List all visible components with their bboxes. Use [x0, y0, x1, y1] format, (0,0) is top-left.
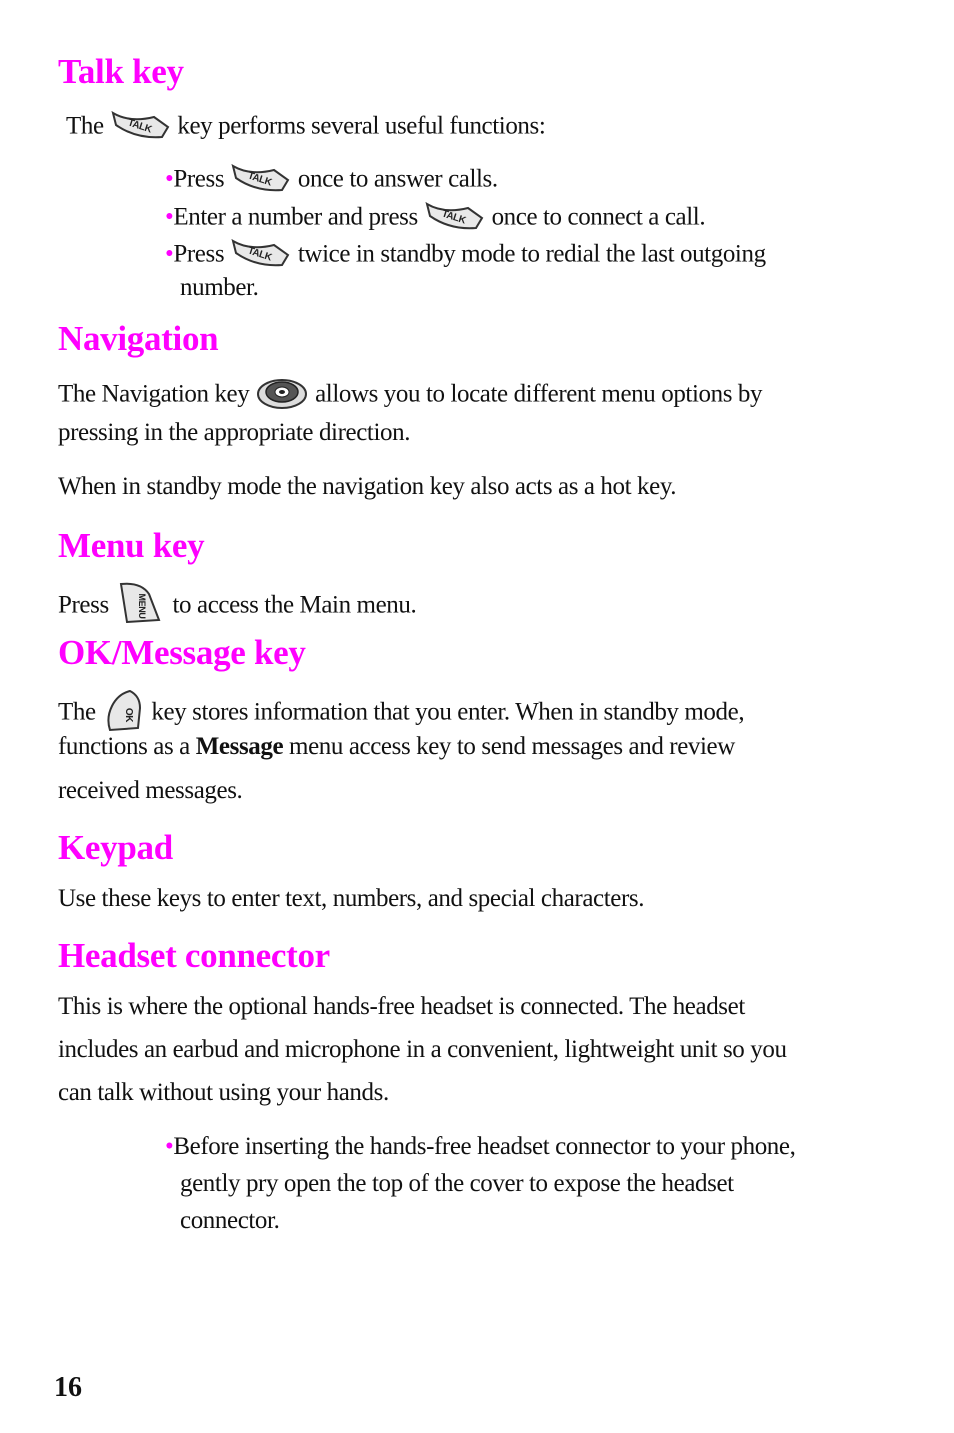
- navigation-line-3: When in standby mode the navigation key also acts as a hot key.: [58, 473, 677, 500]
- talk-bullet-2-pre: Enter a number and press: [173, 203, 418, 231]
- ok-line-2-pre: functions as a: [58, 733, 190, 760]
- navigation-line-2: pressing in the appropriate direction.: [58, 419, 411, 446]
- page-number: 16: [54, 1372, 82, 1403]
- talk-bullet-3-post: twice in standby mode to redial the last outgoing: [297, 240, 766, 268]
- talk-intro: [66, 107, 545, 149]
- talk-icon-label: TALK: [439, 208, 467, 227]
- ok-line-3: received messages.: [58, 777, 243, 804]
- navigation-line-1-pre: The Navigation key: [58, 380, 250, 408]
- navigation-line-1: [58, 374, 762, 418]
- heading-menu-key: Menu key: [58, 526, 205, 565]
- headset-line-3: can talk without using your hands.: [58, 1079, 389, 1106]
- headset-bullet-line-1: [165, 1132, 795, 1162]
- talk-bullet-3-pre: Press: [173, 240, 225, 268]
- ok-line-2: [58, 732, 735, 762]
- menu-line-1-pre: Press: [58, 591, 109, 619]
- talk-icon-label: TALK: [246, 170, 273, 189]
- bullet-icon: •: [165, 165, 174, 193]
- talk-bullet-3: [165, 235, 766, 277]
- bullet-icon: •: [165, 1133, 174, 1160]
- talk-key-icon: [230, 235, 292, 277]
- heading-keypad: Keypad: [58, 828, 173, 867]
- menu-line-1: [58, 580, 416, 634]
- ok-line-2-post: menu access key to send messages and review: [289, 733, 735, 760]
- ok-line-2-bold: Message: [195, 733, 284, 760]
- headset-line-2: includes an earbud and microphone in a convenient, lightweight unit so you: [58, 1036, 787, 1063]
- talk-bullet-2: [165, 198, 705, 240]
- heading-navigation: Navigation: [58, 319, 219, 358]
- headset-line-1: This is where the optional hands-free headset is connected. The headset: [58, 993, 745, 1020]
- talk-key-icon: [110, 107, 172, 149]
- talk-bullet-1-pre: Press: [173, 165, 225, 193]
- talk-intro-post: key performs several useful functions:: [177, 112, 546, 140]
- talk-bullet-2-post: once to connect a call.: [491, 203, 706, 231]
- menu-icon-label: MENU: [136, 593, 147, 619]
- headset-bullet-text: Before inserting the hands-free headset connector to your phone,: [173, 1133, 796, 1160]
- keypad-line-1: Use these keys to enter text, numbers, and special characters.: [58, 885, 645, 912]
- menu-key-icon: [115, 580, 167, 634]
- talk-key-icon: [230, 160, 292, 202]
- ok-line-1-post: key stores information that you enter. When in standby mode,: [151, 698, 745, 726]
- talk-bullet-1-post: once to answer calls.: [297, 165, 498, 193]
- heading-headset-connector: Headset connector: [58, 936, 330, 975]
- navigation-line-1-post: allows you to locate different menu options by: [315, 380, 763, 408]
- navigation-key-icon: [255, 374, 309, 418]
- talk-intro-pre: The: [66, 112, 104, 140]
- talk-bullet-1: [165, 160, 498, 202]
- headset-bullet-line-3: connector.: [180, 1207, 280, 1234]
- heading-talk-key: Talk key: [58, 52, 184, 91]
- ok-line-1-pre: The: [58, 698, 96, 726]
- menu-line-1-post: to access the Main menu.: [172, 591, 417, 619]
- ok-icon-label: OK: [122, 707, 134, 723]
- headset-bullet-line-2: gently pry open the top of the cover to expose the headset: [180, 1170, 734, 1197]
- talk-key-icon: [424, 198, 486, 240]
- talk-icon-label: TALK: [246, 245, 273, 264]
- bullet-icon: •: [165, 240, 174, 268]
- talk-bullet-3-cont: number.: [180, 274, 259, 301]
- heading-ok-message-key: OK/Message key: [58, 633, 306, 672]
- talk-icon-label: TALK: [125, 117, 153, 136]
- bullet-icon: •: [165, 203, 174, 231]
